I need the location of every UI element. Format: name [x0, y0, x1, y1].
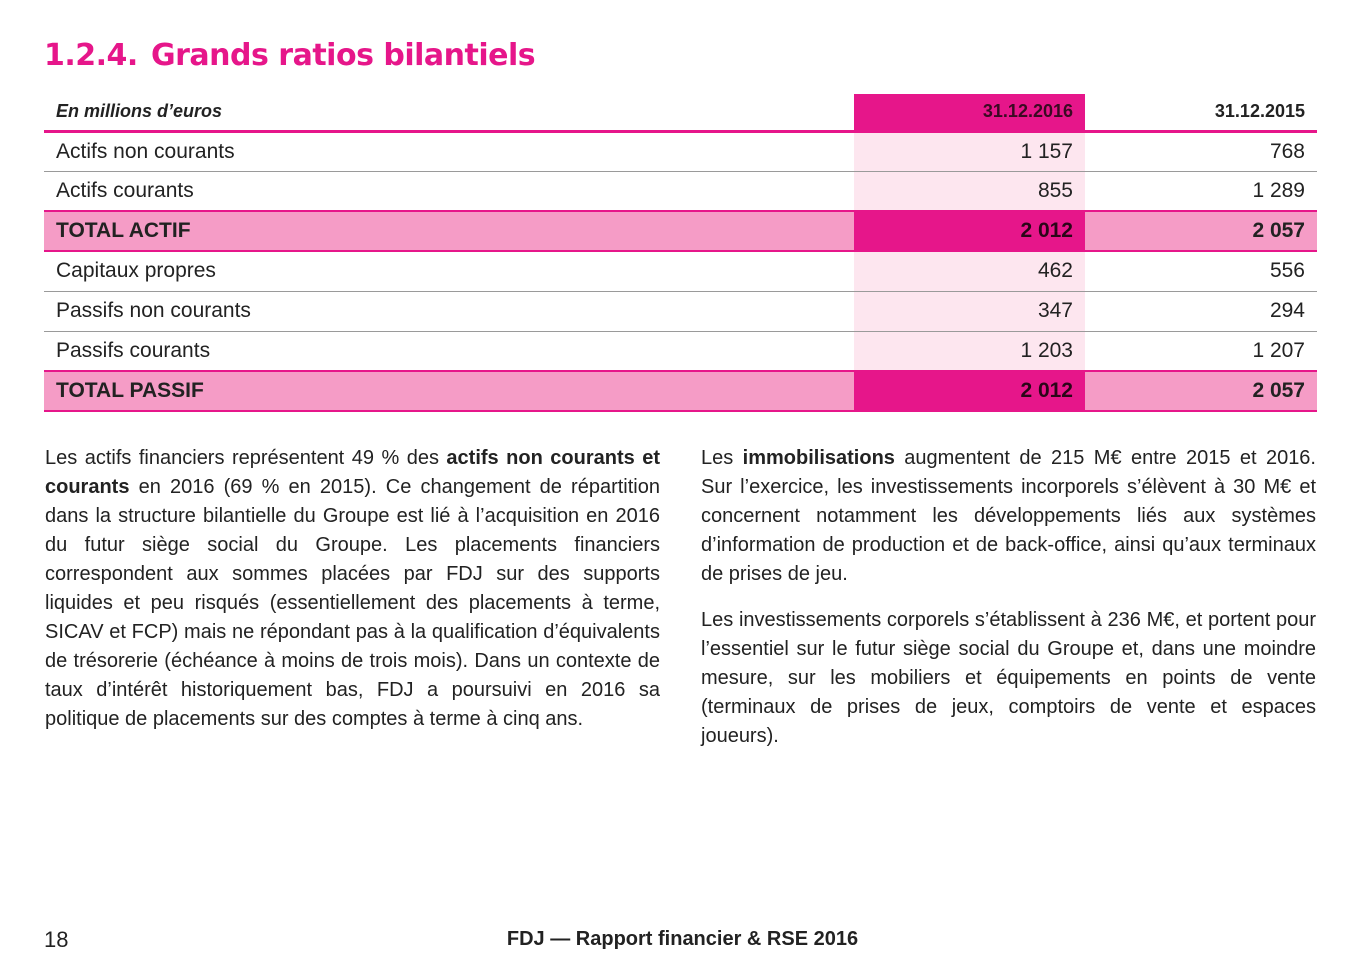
row-value-2015: 2 057 — [1085, 371, 1317, 411]
paragraph-financial-assets — [45, 444, 660, 734]
row-label: TOTAL PASSIF — [44, 371, 854, 411]
row-value-2016: 2 012 — [854, 371, 1085, 411]
paragraph-fixed-assets — [701, 444, 1316, 589]
total-row — [44, 371, 1317, 411]
paragraph-text: Les actifs financiers représentent 49 % des — [45, 447, 447, 469]
header-unit-label: En millions d’euros — [44, 94, 854, 131]
table-row — [44, 171, 1317, 211]
row-label: Passifs courants — [44, 331, 854, 371]
table-row — [44, 291, 1317, 331]
table-row — [44, 331, 1317, 371]
paragraph-text: augmentent de 215 M€ entre 2015 et 2016. Sur l’exercice, les investissements incorporels s’élèvent à 30 M€ et concernent notamment les développements liés aux systèmes d’information de production et de back-office, ainsi qu’aux terminaux de prises de jeu. — [701, 447, 1316, 585]
text-column-right — [701, 444, 1316, 768]
section-title — [44, 38, 535, 73]
page-number: 18 — [44, 927, 69, 952]
header-2016: 31.12.2016 — [854, 94, 1085, 131]
table-row — [44, 131, 1317, 171]
text-column-left — [45, 444, 660, 751]
table-row — [44, 251, 1317, 291]
row-value-2015: 294 — [1085, 291, 1317, 331]
table-header-row — [44, 94, 1317, 131]
header-2015: 31.12.2015 — [1085, 94, 1317, 131]
section-title-text: Grands ratios bilantiels — [151, 38, 536, 73]
row-value-2015: 768 — [1085, 131, 1317, 171]
paragraph-emphasis: immobilisations — [742, 447, 895, 469]
row-label: TOTAL ACTIF — [44, 211, 854, 251]
total-row — [44, 211, 1317, 251]
row-label: Passifs non courants — [44, 291, 854, 331]
balance-sheet-table — [44, 94, 1317, 412]
paragraph-tangible-investments: Les investissements corporels s’établissent à 236 M€, et portent pour l’essentiel sur le futur siège social du Groupe et, dans une moindre mesure, sur les mobiliers et équipements en points de vente (terminaux de prises de jeux, comptoirs de vente et espaces joueurs). — [701, 609, 1316, 747]
row-value-2016: 855 — [854, 171, 1085, 211]
row-value-2015: 2 057 — [1085, 211, 1317, 251]
section-number: 1.2.4. — [44, 38, 138, 73]
paragraph-text: Les — [701, 447, 743, 469]
footer-title: FDJ — Rapport financier & RSE 2016 — [506, 928, 859, 950]
paragraph-text: en 2016 (69 % en 2015). Ce changement de répartition dans la structure bilantielle du Groupe est lié à l’acquisition en 2016 du futur siège social du Groupe. Les placements financiers correspondent aux sommes placées par FDJ sur des supports liquides et peu risqués (essentiellement des placements à terme, SICAV et FCP) mais ne répondant pas à la qualification d’équivalents de trésorerie (échéance à moins de trois mois). Dans un contexte de taux d’intérêt historiquement bas, FDJ a poursuivi en 2016 sa politique de placements sur des comptes à terme à cinq ans. — [45, 476, 660, 730]
row-value-2016: 347 — [854, 291, 1085, 331]
row-value-2016: 1 157 — [854, 131, 1085, 171]
row-label: Actifs courants — [44, 171, 854, 211]
row-label: Capitaux propres — [44, 251, 854, 291]
row-label: Actifs non courants — [44, 131, 854, 171]
row-value-2015: 1 207 — [1085, 331, 1317, 371]
row-value-2016: 2 012 — [854, 211, 1085, 251]
paragraph-emphasis: actifs non courants et courants — [45, 447, 660, 498]
row-value-2016: 1 203 — [854, 331, 1085, 371]
row-value-2015: 556 — [1085, 251, 1317, 291]
row-value-2015: 1 289 — [1085, 171, 1317, 211]
row-value-2016: 462 — [854, 251, 1085, 291]
